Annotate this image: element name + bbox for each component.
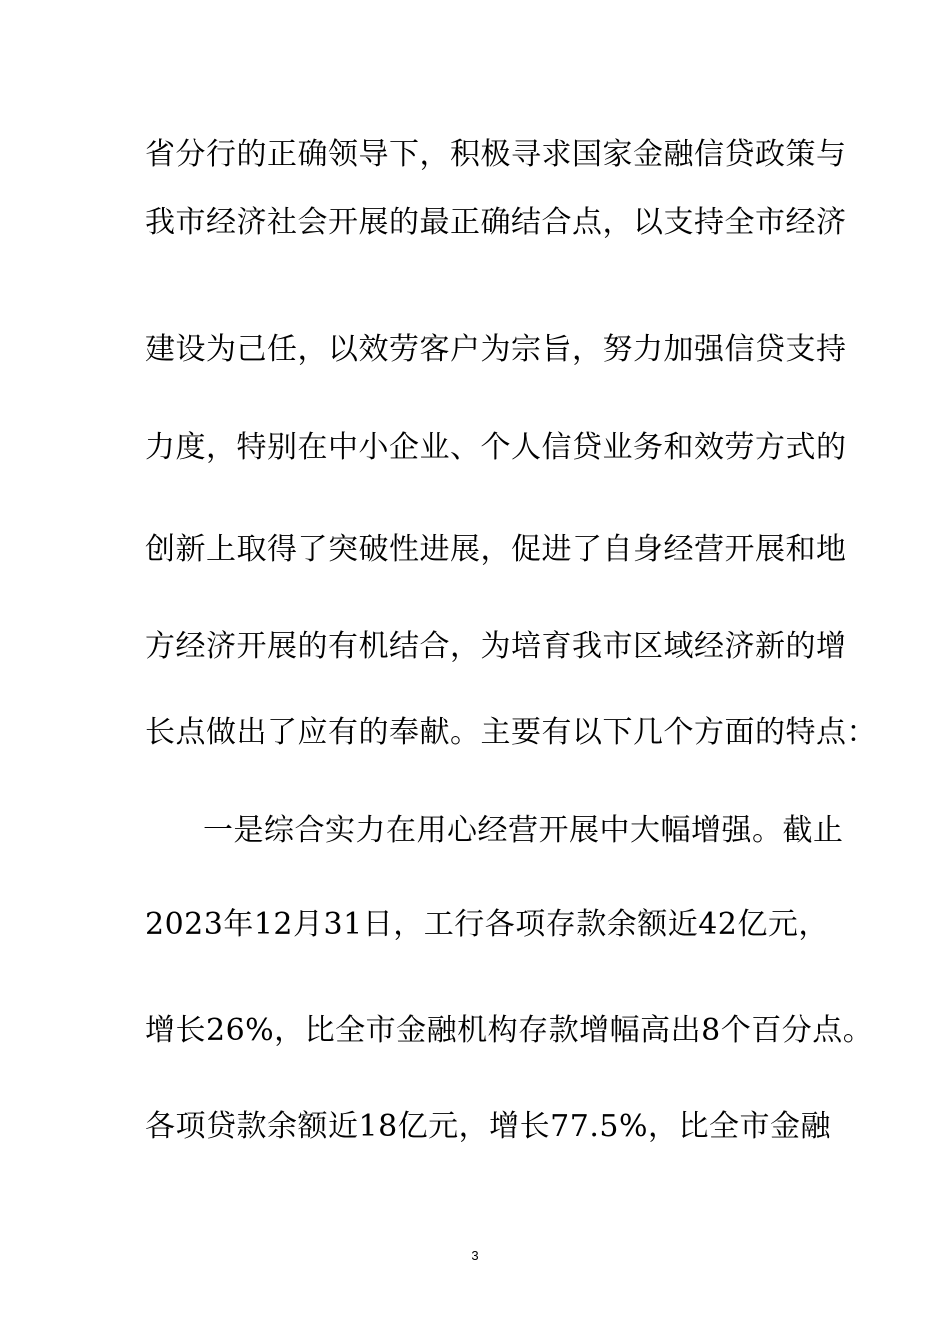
- paragraph-first-line: 一是综合实力在用心经营开展中大幅增强。截止: [203, 813, 844, 848]
- paragraph-line: 省分行的正确领导下，积极寻求国家金融信贷政策与: [145, 137, 847, 172]
- page-number: 3: [471, 1248, 479, 1263]
- paragraph-line: 建设为己任，以效劳客户为宗旨，努力加强信贷支持: [145, 332, 847, 367]
- paragraph-line: 2023年12月31日，工行各项存款余额近42亿元，: [145, 907, 829, 942]
- paragraph-line: 力度，特别在中小企业、个人信贷业务和效劳方式的: [145, 430, 847, 465]
- paragraph-line: 我市经济社会开展的最正确结合点，以支持全市经济: [145, 205, 847, 240]
- paragraph-line: 创新上取得了突破性进展，促进了自身经营开展和地: [145, 532, 847, 567]
- paragraph-line: 增长26%，比全市金融机构存款增幅高出8个百分点。: [145, 1013, 874, 1048]
- paragraph-line: 各项贷款余额近18亿元，增长77.5%，比全市金融: [145, 1109, 831, 1144]
- paragraph-line: 长点做出了应有的奉献。主要有以下几个方面的特点：: [145, 715, 877, 750]
- paragraph-line: 方经济开展的有机结合，为培育我市区域经济新的增: [145, 629, 847, 664]
